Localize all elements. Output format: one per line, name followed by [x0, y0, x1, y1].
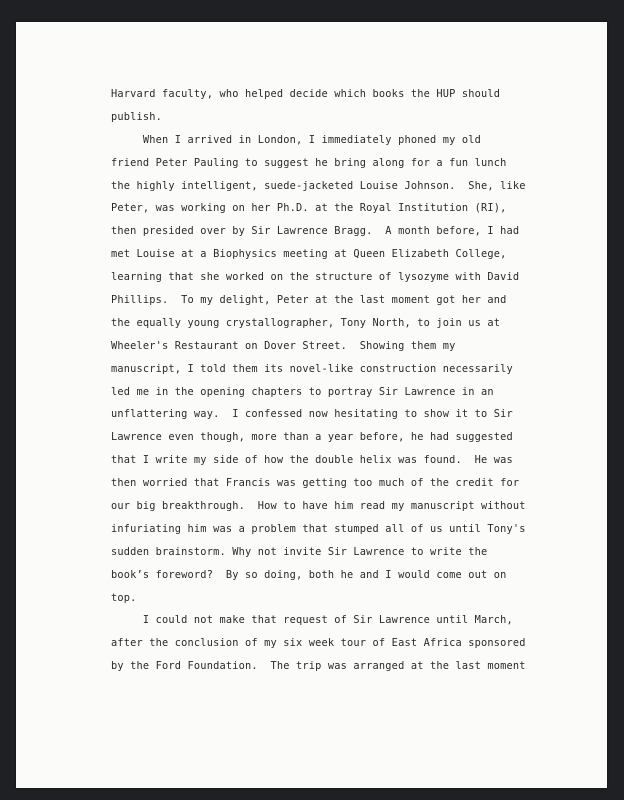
text-line: Wheeler's Restaurant on Dover Street. Showing them my	[111, 339, 456, 352]
text-line: friend Peter Pauling to suggest he bring along for a fun lunch	[111, 156, 507, 169]
text-line: Harvard faculty, who helped decide which books the HUP should	[111, 88, 501, 100]
text-line: sudden brainstorm. Why not invite Sir Lawrence to write the	[111, 545, 488, 558]
text-line: the highly intelligent, suede-jacketed Louise Johnson. She, like	[111, 179, 526, 192]
text-line: then worried that Francis was getting too much of the credit for	[111, 477, 520, 490]
text-line: Lawrence even though, more than a year before, he had suggested	[111, 431, 513, 444]
text-line: publish.	[111, 110, 163, 123]
text-line: Phillips. To my delight, Peter at the last moment got her and	[111, 294, 507, 307]
text-line: infuriating him was a problem that stumped all of us until Tony's	[111, 522, 526, 535]
text-line: I could not make that request of Sir Lawrence until March,	[111, 614, 513, 627]
text-line: our big breakthrough. How to have him read my manuscript without	[111, 500, 526, 513]
text-line: the equally young crystallographer, Tony North, to join us at	[111, 316, 501, 329]
text-line: top.	[111, 591, 137, 604]
text-line: met Louise at a Biophysics meeting at Queen Elizabeth College,	[111, 248, 507, 261]
text-line: manuscript, I told them its novel-like construction necessarily	[111, 362, 513, 375]
text-line: that I write my side of how the double helix was found. He was	[111, 454, 513, 467]
text-line: after the conclusion of my six week tour of East Africa sponsored	[111, 637, 526, 650]
body-text	[111, 83, 531, 678]
text-line: by the Ford Foundation. The trip was arranged at the last moment	[111, 660, 526, 673]
text-line: then presided over by Sir Lawrence Bragg. A month before, I had	[111, 225, 520, 238]
text-line: led me in the opening chapters to portray Sir Lawrence in an	[111, 385, 494, 398]
text-line: book’s foreword? By so doing, both he and I would come out on	[111, 568, 507, 581]
text-line: unflattering way. I confessed now hesitating to show it to Sir	[111, 408, 513, 421]
text-line: Peter, was working on her Ph.D. at the Royal Institution (RI),	[111, 202, 507, 215]
text-line: When I arrived in London, I immediately phoned my old	[111, 133, 481, 146]
text-line: learning that she worked on the structure of lysozyme with David	[111, 271, 520, 284]
